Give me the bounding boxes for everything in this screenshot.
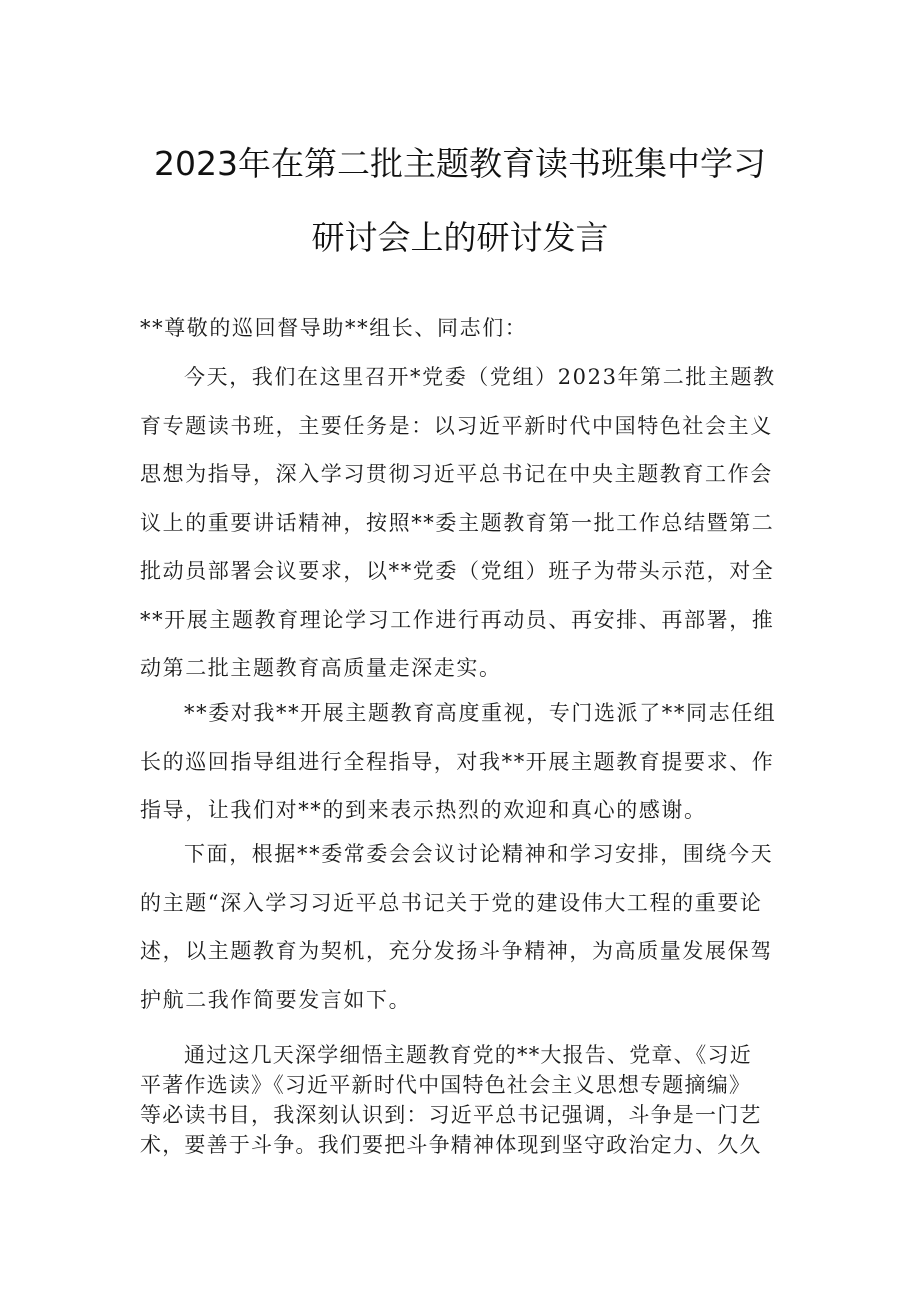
paragraph-line: **开展主题教育理论学习工作进行再动员、再安排、再部署，推 (140, 607, 775, 632)
salutation-text: **尊敬的巡回督导助**组长、同志们： (140, 316, 528, 340)
paragraph-line: 护航二我作简要发言如下。 (140, 987, 412, 1012)
title-line: 研讨会上的研讨发言 (311, 218, 609, 257)
paragraph-line: 今天，我们在这里召开*党委（党组）2023年第二批主题教 (184, 365, 776, 389)
document-title (0, 140, 920, 262)
paragraph-line: 思想为指导，深入学习贯彻习近平总书记在中央主题教育工作会 (140, 462, 773, 486)
paragraph-line: 平著作选读》《习近平新时代中国特色社会主义思想专题摘编》 (140, 1073, 752, 1097)
paragraph (140, 830, 788, 1024)
paragraph-line: 议上的重要讲话精神，按照**委主题教育第一批工作总结暨第二 (140, 510, 775, 535)
paragraph (140, 689, 788, 835)
title-line: 2023年在第二批主题教育读书班集中学习 (154, 144, 766, 183)
paragraph-line: **委对我**开展主题教育高度重视，专门选派了**同志任组 (184, 701, 777, 725)
paragraph-line: 指导，让我们对**的到来表示热烈的欢迎和真心的感谢。 (140, 798, 707, 822)
paragraph (140, 1040, 788, 1160)
paragraph-line: 批动员部署会议要求，以**党委（党组）班子为带头示范，对全 (140, 559, 775, 583)
paragraph-line: 的主题“深入学习习近平总书记关于党的建设伟大工程的重要论 (140, 890, 763, 915)
paragraph-line: 育专题读书班，主要任务是：以习近平新时代中国特色社会主义 (140, 413, 773, 438)
paragraph-line: 述，以主题教育为契机，充分发扬斗争精神，为高质量发展保驾 (140, 939, 773, 963)
paragraph-line: 通过这几天深学细悟主题教育党的**大报告、党章、《习近 (184, 1043, 752, 1067)
paragraph-line: 下面，根据**委常委会会议讨论精神和学习安排，围绕今天 (184, 842, 774, 866)
salutation (140, 312, 788, 342)
paragraph-line: 动第二批主题教育高质量走深走实。 (140, 656, 502, 680)
paragraph-line: 术，要善于斗争。我们要把斗争精神体现到坚守政治定力、久久 (140, 1133, 762, 1157)
paragraph-line: 等必读书目，我深刻认识到：习近平总书记强调，斗争是一门艺 (140, 1103, 762, 1127)
paragraph-line: 长的巡回指导组进行全程指导，对我**开展主题教育提要求、作 (140, 749, 775, 774)
paragraph (140, 353, 788, 693)
